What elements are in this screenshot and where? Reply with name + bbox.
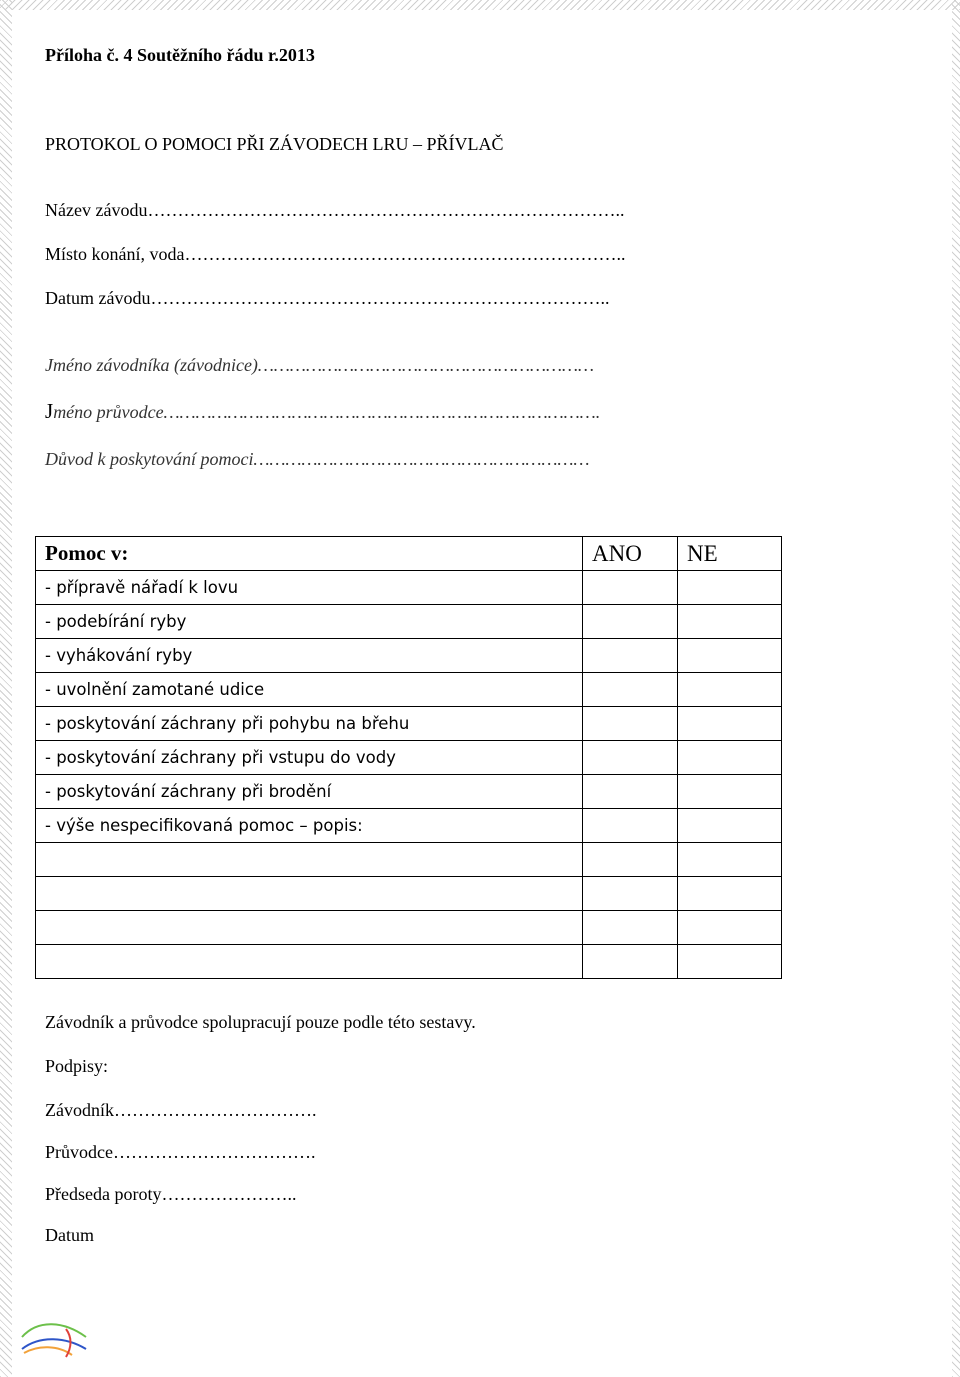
table-row [36,605,782,639]
competitor-signature: Závodník……………………………. [45,1100,317,1120]
cooperation-note: Závodník a průvodce spolupracují pouze podle této sestavy. [45,1012,476,1032]
no-cell[interactable] [678,639,782,673]
yes-cell[interactable] [583,843,678,877]
help-item: - přípravě nářadí k lovu [36,571,583,605]
yes-cell[interactable] [583,639,678,673]
no-cell[interactable] [678,877,782,911]
decorative-border-left [0,0,12,1377]
no-cell[interactable] [678,775,782,809]
no-cell[interactable] [678,707,782,741]
description-cell[interactable] [36,945,583,979]
no-cell[interactable] [678,605,782,639]
competitor-name-field: Jméno závodníka (závodnice)……………………………………………………… [45,355,595,375]
appendix-label: Příloha č. 4 Soutěžního řádu r.2013 [45,45,315,65]
help-reason-field: Důvod k poskytování pomoci……………………………………………………… [45,449,590,469]
yes-cell[interactable] [583,945,678,979]
table-row [36,741,782,775]
no-cell[interactable] [678,673,782,707]
decorative-border-top [0,0,960,10]
guide-name-initial: J [45,399,54,423]
guide-name-field [45,399,600,424]
yes-cell[interactable] [583,775,678,809]
help-item: - vyhákování ryby [36,639,583,673]
race-date-field: Datum závodu………………………………………………………………….. [45,288,610,308]
description-cell[interactable] [36,911,583,945]
no-cell[interactable] [678,809,782,843]
protocol-title: PROTOKOL O POMOCI PŘI ZÁVODECH LRU – PŘÍVLAČ [45,134,504,154]
jury-chair-signature: Předseda poroty………………….. [45,1184,297,1204]
help-table [35,536,782,979]
no-cell[interactable] [678,741,782,775]
table-row [36,775,782,809]
help-item: - poskytování záchrany při brodění [36,775,583,809]
description-cell[interactable] [36,877,583,911]
no-cell[interactable] [678,843,782,877]
table-row-blank [36,877,782,911]
yes-column-header: ANO [583,537,678,571]
signatures-label: Podpisy: [45,1056,109,1076]
help-item: - poskytování záchrany při pohybu na břehu [36,707,583,741]
table-row [36,673,782,707]
date-label: Datum [45,1225,94,1245]
description-cell[interactable] [36,843,583,877]
table-row [36,639,782,673]
help-item: - výše nespecifikovaná pomoc – popis: [36,809,583,843]
no-cell[interactable] [678,911,782,945]
no-cell[interactable] [678,571,782,605]
yes-cell[interactable] [583,809,678,843]
help-item: - poskytování záchrany při vstupu do vody [36,741,583,775]
help-item: - podebírání ryby [36,605,583,639]
table-row [36,571,782,605]
yes-cell[interactable] [583,673,678,707]
venue-field: Místo konání, voda……………………………………………………………….. [45,244,626,264]
yes-cell[interactable] [583,571,678,605]
table-row-blank [36,843,782,877]
table-row [36,707,782,741]
help-in-header: Pomoc v: [36,537,583,571]
help-item: - uvolnění zamotané udice [36,673,583,707]
yes-cell[interactable] [583,741,678,775]
table-header-row [36,537,782,571]
race-name-field: Název závodu…………………………………………………………………….. [45,200,625,220]
table-row [36,809,782,843]
table-row-blank [36,911,782,945]
yes-cell[interactable] [583,707,678,741]
guide-signature: Průvodce……………………………. [45,1142,316,1162]
no-column-header: NE [678,537,782,571]
yes-cell[interactable] [583,911,678,945]
table-row-blank [36,945,782,979]
decorative-border-right [952,0,960,1377]
fish-logo-icon [20,1315,90,1365]
no-cell[interactable] [678,945,782,979]
guide-name-rest: méno průvodce………………………………………………………………………. [53,402,601,422]
yes-cell[interactable] [583,877,678,911]
yes-cell[interactable] [583,605,678,639]
